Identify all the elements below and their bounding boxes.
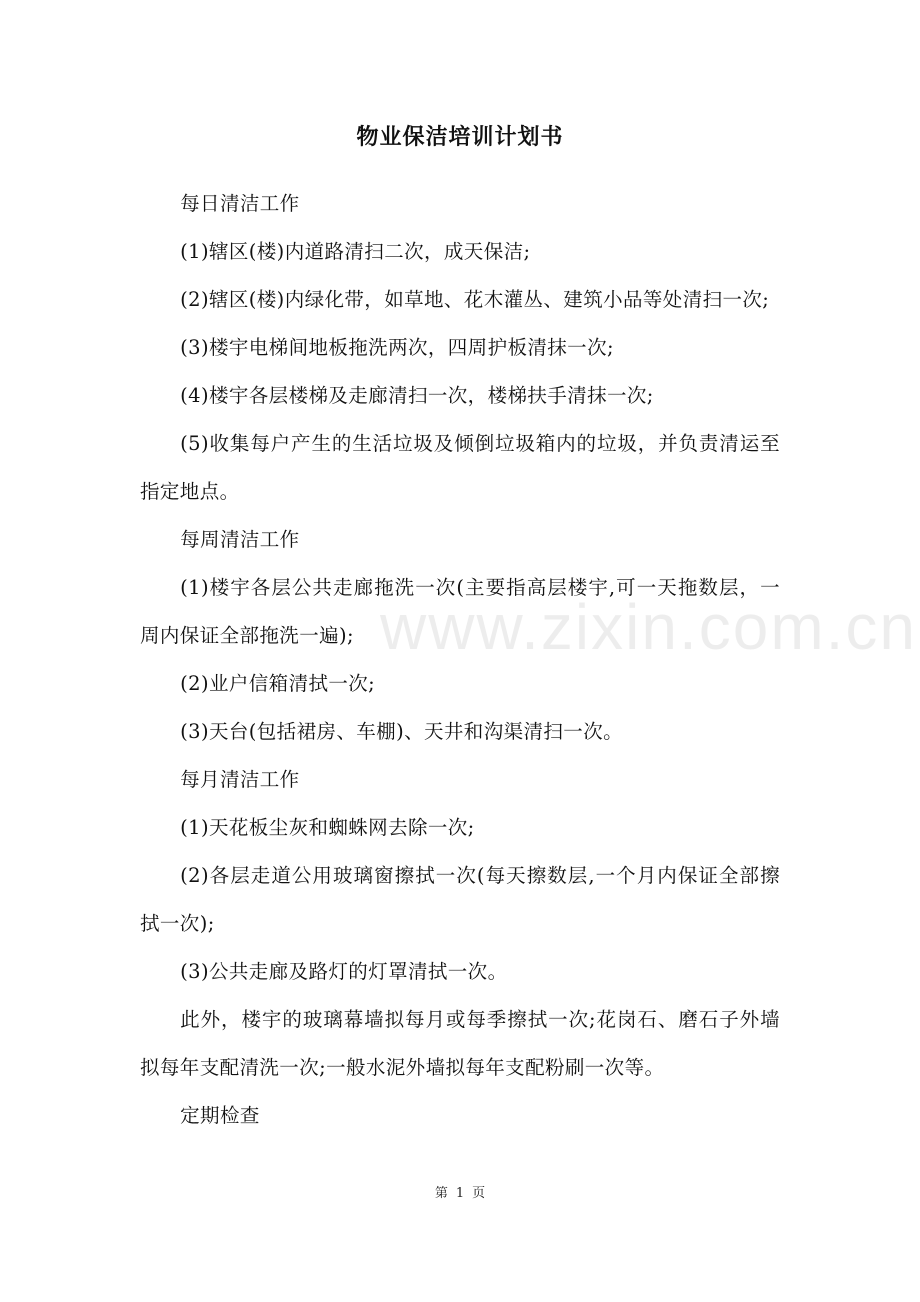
paragraph: (3)楼宇电梯间地板拖洗两次，四周护板清抹一次;: [180, 336, 614, 359]
section-heading-weekly: 每周清洁工作: [180, 528, 300, 551]
page-number: 1: [455, 1186, 465, 1201]
paragraph: (3)公共走廊及路灯的灯罩清拭一次。: [180, 960, 508, 983]
paragraph: (4)楼宇各层楼梯及走廊清扫一次，楼梯扶手清抹一次;: [180, 384, 654, 407]
paragraph: (5)收集每户产生的生活垃圾及倾倒垃圾箱内的垃圾，并负责清运至指定地点。: [140, 432, 780, 503]
watermark: www.zixin.com.cn: [380, 591, 917, 663]
paragraph: (2)业户信箱清拭一次;: [180, 672, 376, 695]
paragraph: (1)天花板尘灰和蜘蛛网去除一次;: [180, 816, 475, 839]
paragraph: (2)辖区(楼)内绿化带，如草地、花木灌丛、建筑小品等处清扫一次;: [180, 288, 770, 311]
page-footer: [0, 1182, 920, 1201]
footer-suffix: 页: [472, 1186, 486, 1201]
section-heading-daily: 每日清洁工作: [180, 192, 300, 215]
paragraph: (1)楼宇各层公共走廊拖洗一次(主要指高层楼宇,可一天拖数层，一周内保证全部拖洗一遍);: [140, 576, 780, 647]
paragraph: 此外，楼宇的玻璃幕墙拟每月或每季擦拭一次;花岗石、磨石子外墙拟每年支配清洗一次;一般水泥外墙拟每年支配粉刷一次等。: [140, 1008, 780, 1079]
section-heading-inspection: 定期检查: [180, 1104, 260, 1127]
section-heading-monthly: 每月清洁工作: [180, 768, 300, 791]
footer-prefix: 第: [434, 1186, 448, 1201]
document-body: [140, 180, 780, 1140]
paragraph: (3)天台(包括裙房、车棚)、天井和沟渠清扫一次。: [180, 720, 623, 743]
document-title: 物业保洁培训计划书: [356, 124, 564, 150]
paragraph: (1)辖区(楼)内道路清扫二次，成天保洁;: [180, 240, 531, 263]
paragraph: (2)各层走道公用玻璃窗擦拭一次(每天擦数层,一个月内保证全部擦拭一次);: [140, 864, 780, 935]
